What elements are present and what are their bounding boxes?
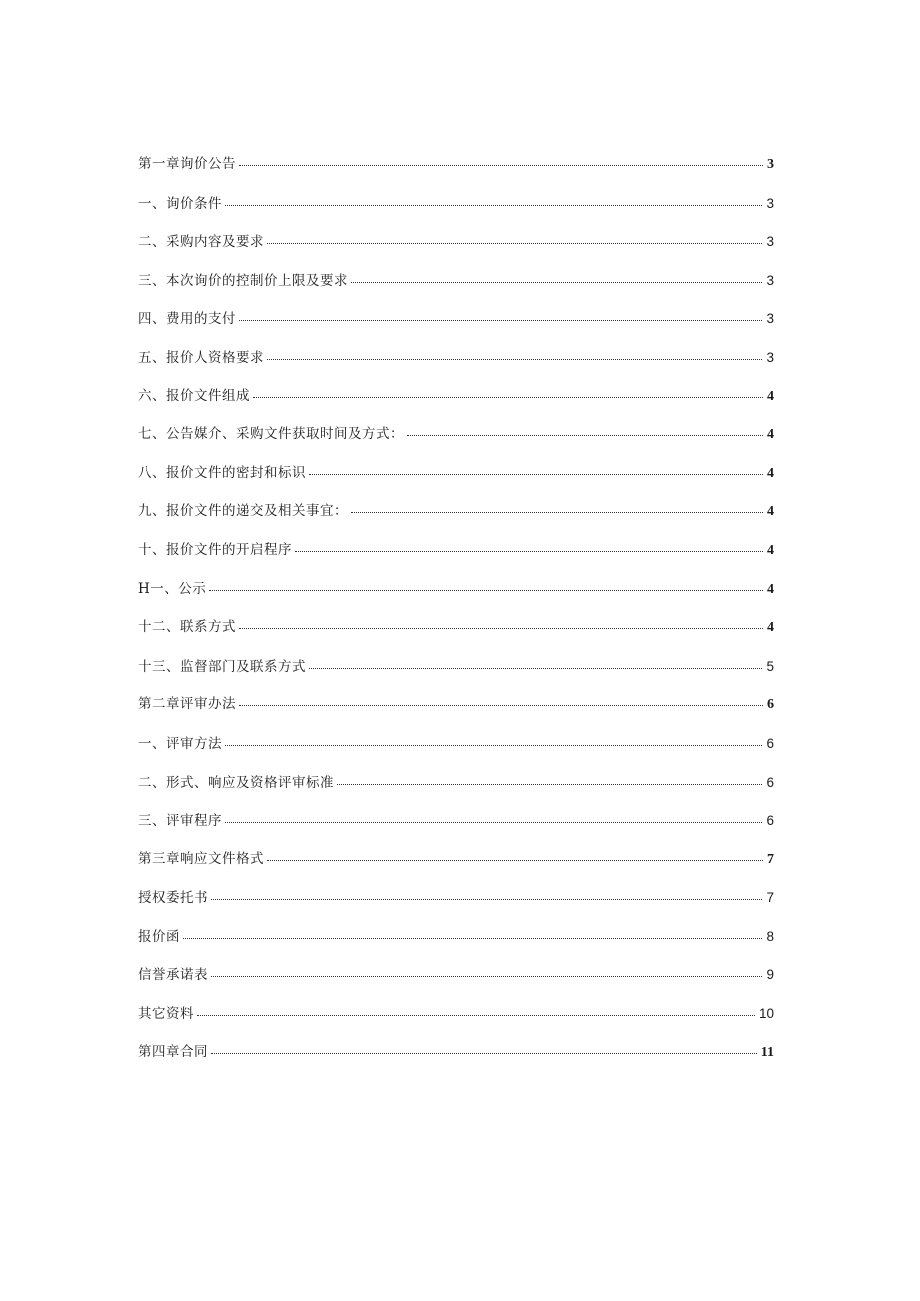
dot-leader <box>211 899 762 900</box>
dot-leader <box>239 320 762 321</box>
dot-leader <box>225 822 762 823</box>
toc-page-number: 4 <box>767 465 774 481</box>
dot-leader <box>407 435 763 436</box>
toc-entry-label: 十、报价文件的开启程序 <box>138 541 292 558</box>
toc-entry-label: 七、公告媒介、采购文件获取时间及方式： <box>138 426 404 443</box>
toc-entry-label: 十二、联系方式 <box>138 619 236 636</box>
toc-entry-label: 三、评审程序 <box>138 813 222 830</box>
toc-entry-label: 第四章合同 <box>138 1043 208 1060</box>
toc-entry[interactable] <box>138 158 774 197</box>
toc-entry[interactable] <box>138 387 774 429</box>
toc-entry[interactable] <box>138 505 774 544</box>
dot-leader <box>211 976 762 977</box>
dot-leader <box>239 705 763 706</box>
toc-page-number: 3 <box>766 349 774 365</box>
toc-page-number: 3 <box>766 195 774 211</box>
dot-leader <box>253 397 763 398</box>
toc-entry[interactable] <box>138 1043 774 1085</box>
toc-entry-label: 十三、监督部门及联系方式 <box>138 658 306 675</box>
toc-page-number: 6 <box>766 735 774 751</box>
dot-leader <box>351 282 762 283</box>
toc-page-number: 11 <box>760 1044 774 1060</box>
toc-entry[interactable] <box>138 274 774 313</box>
toc-entry[interactable] <box>138 312 774 351</box>
toc-entry[interactable] <box>138 197 774 236</box>
toc-entry-label: 二、采购内容及要求 <box>138 234 264 251</box>
toc-page-number: 8 <box>766 928 774 944</box>
toc-entry-label: 三、本次询价的控制价上限及要求 <box>138 272 348 289</box>
dot-leader <box>183 938 762 939</box>
toc-page-number: 4 <box>767 620 774 636</box>
toc-entry-label: 五、报价人资格要求 <box>138 349 264 366</box>
toc-entry[interactable] <box>138 930 774 969</box>
toc-page-number: 6 <box>766 813 774 829</box>
toc-entry-label: 九、报价文件的递交及相关事宜： <box>138 503 348 520</box>
toc-entry[interactable] <box>138 621 774 660</box>
toc-entry-label: H一、公示 <box>138 580 207 597</box>
dot-leader <box>197 1015 755 1016</box>
toc-entry[interactable] <box>138 814 774 853</box>
dot-leader <box>239 628 763 629</box>
toc-entry-label: 第一章询价公告 <box>138 156 236 172</box>
toc-entry[interactable] <box>138 968 774 1007</box>
toc-page-number: 3 <box>766 311 774 327</box>
toc-page-number: 10 <box>758 1006 774 1022</box>
dot-leader <box>267 860 763 861</box>
toc-page-number: 6 <box>767 697 774 713</box>
dot-leader <box>295 551 763 552</box>
toc-page-number: 3 <box>766 272 774 288</box>
toc-entry-label: 授权委托书 <box>138 890 208 907</box>
toc-page-number: 4 <box>767 542 774 558</box>
dot-leader <box>267 243 762 244</box>
table-of-contents <box>138 158 774 1084</box>
dot-leader <box>267 359 762 360</box>
toc-entry[interactable] <box>138 1007 774 1046</box>
toc-entry[interactable] <box>138 891 774 930</box>
toc-entry-label: 六、报价文件组成 <box>138 387 250 404</box>
toc-page-number: 4 <box>767 504 774 520</box>
toc-page-number: 6 <box>766 774 774 790</box>
toc-entry[interactable] <box>138 351 774 390</box>
toc-entry[interactable] <box>138 235 774 274</box>
dot-leader <box>309 668 762 669</box>
toc-entry[interactable] <box>138 541 774 583</box>
toc-page-number: 7 <box>767 851 774 867</box>
dot-leader <box>337 784 762 785</box>
dot-leader <box>351 512 763 513</box>
toc-entry-label: 第二章评审办法 <box>138 696 236 713</box>
toc-entry-label: 报价函 <box>138 928 180 945</box>
toc-entry[interactable] <box>138 428 774 467</box>
toc-entry-label: 一、询价条件 <box>138 195 222 212</box>
toc-entry[interactable] <box>138 580 774 622</box>
dot-leader <box>209 590 763 591</box>
toc-entry-label: 四、费用的支付 <box>138 311 236 328</box>
toc-entry-label: 其它资料 <box>138 1006 194 1023</box>
toc-page-number: 4 <box>767 581 774 597</box>
toc-page-number: 3 <box>766 234 774 250</box>
toc-entry-label: 信誉承诺表 <box>138 967 208 984</box>
toc-entry[interactable] <box>138 850 774 892</box>
toc-entry[interactable] <box>138 776 774 815</box>
toc-entry-label: 八、报价文件的密封和标识 <box>138 464 306 481</box>
toc-page-number: 4 <box>767 427 774 443</box>
toc-entry[interactable] <box>138 660 774 699</box>
toc-page-number: 4 <box>767 388 774 404</box>
toc-entry-label: 二、形式、响应及资格评审标准 <box>138 774 334 791</box>
toc-entry[interactable] <box>138 464 774 506</box>
toc-page-number: 7 <box>766 890 774 906</box>
toc-page-number: 9 <box>766 967 774 983</box>
toc-entry-label: 一、评审方法 <box>138 735 222 752</box>
toc-entry-label: 第三章响应文件格式 <box>138 850 264 867</box>
toc-page-number: 3 <box>767 157 774 172</box>
dot-leader <box>239 165 763 166</box>
dot-leader <box>309 474 763 475</box>
dot-leader <box>225 205 762 206</box>
toc-entry[interactable] <box>138 737 774 776</box>
toc-entry[interactable] <box>138 698 774 737</box>
dot-leader <box>225 745 762 746</box>
dot-leader <box>211 1053 757 1054</box>
toc-page-number: 5 <box>766 658 774 674</box>
